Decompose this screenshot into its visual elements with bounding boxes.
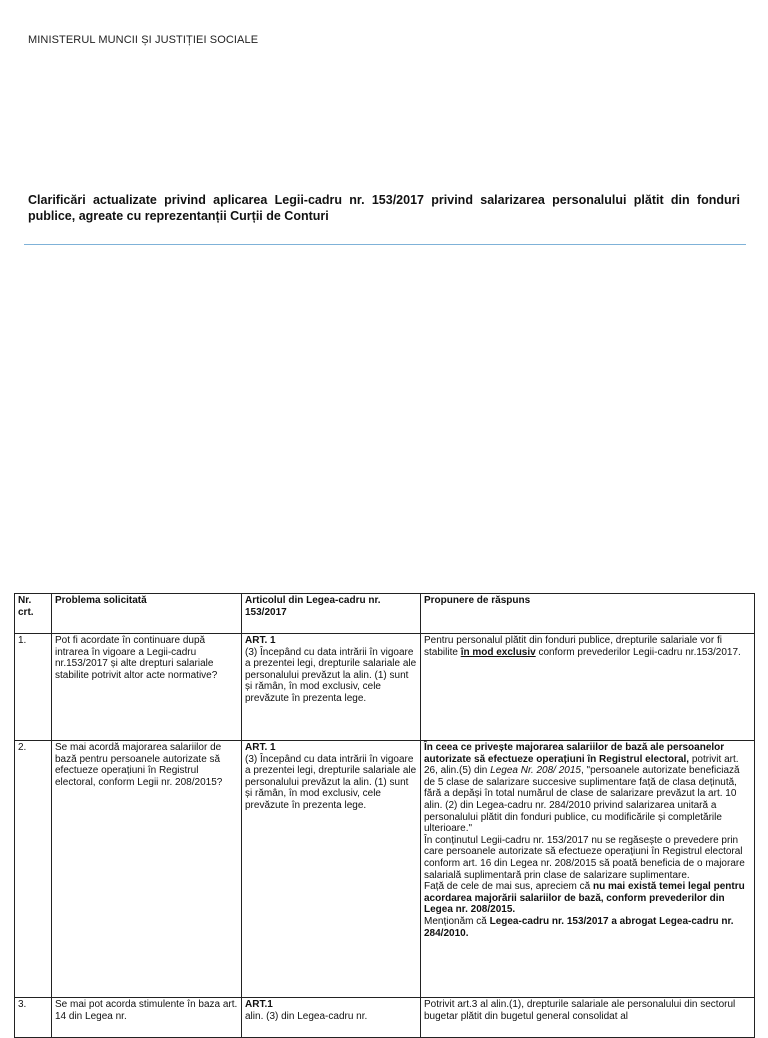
problem-text: Se mai pot acorda stimulente în baza art. 14 din Legea nr. <box>52 998 242 1038</box>
article-cell <box>242 741 421 998</box>
article-title: ART. 1 <box>245 635 276 646</box>
table-row <box>15 741 755 998</box>
problem-text: Pot fi acordate în continuare după intrarea în vigoare a Legii-cadru nr.153/2017 și alte drepturi salariale stabilite potrivit altor acte normative? <box>52 634 242 741</box>
article-text: alin. (3) din Legea-cadru nr. <box>245 1010 368 1022</box>
answer-emphasis: în mod exclusiv <box>460 646 536 658</box>
table-header-row <box>15 594 755 634</box>
clarifications-table <box>14 593 755 1038</box>
answer-cell <box>421 634 755 741</box>
answer-text: Pentru personalul plătit din fonduri publice, drepturile salariale vor fi stabilite <box>424 635 722 658</box>
answer-text: potrivit art. 26, alin.(5) din <box>424 753 739 777</box>
document-title: Clarificări actualizate privind aplicarea Legii-cadru nr. 153/2017 privind salarizarea personalului plătit din fonduri publice, agreate cu reprezentanții Curții de Conturi <box>28 193 740 223</box>
problem-text: Se mai acordă majorarea salariilor de bază pentru persoanele autorizate să efectueze operațiuni în Registrul electoral, conform Legii nr. 208/2015? <box>52 741 242 998</box>
header-nr: Nr. crt. <box>15 594 52 634</box>
answer-bold-intro: În ceea ce privește majorarea salariilor de bază ale persoanelor autorizate să efectueze operațiuni în Registrul electoral, <box>424 742 725 765</box>
answer-paragraph-2: În conținutul Legii-cadru nr. 153/2017 nu se regăsește o prevedere prin care persoanele autorizate să efectueze operațiuni în Registrul electoral conform art. 16 din Legea nr. 208/2015 să poată beneficia de o majorare salarială suplimentară prin clase de salarizare suplimentare. <box>424 834 745 881</box>
article-text: (3) Începând cu data intrării în vigoare a prezentei legi, drepturile salariale ale personalului prevăzut la alin. (1) sunt și rămân, în mod exclusiv, cele prevăzute în prezenta lege. <box>245 753 417 811</box>
answer-text: Față de cele de mai sus, apreciem că <box>424 881 593 893</box>
answer-paragraph-1 <box>424 742 751 835</box>
row-number: 2. <box>15 741 52 998</box>
ministry-name: MINISTERUL MUNCII ȘI JUSTIȚIEI SOCIALE <box>28 34 259 46</box>
answer-law-reference: Legea Nr. 208/ 2015 <box>490 765 581 777</box>
header-propunere: Propunere de răspuns <box>421 594 755 634</box>
article-title: ART.1 <box>245 999 273 1010</box>
answer-text-end: conform prevederilor Legii-cadru nr.153/2017. <box>535 646 741 658</box>
answer-conclusion: nu mai există temei legal pentru acordarea majorării salariilor de bază, conform prevederilor din Legea nr. 208/2015. <box>424 881 745 916</box>
header-problema: Problema solicitată <box>52 594 242 634</box>
answer-note: Legea-cadru nr. 153/2017 a abrogat Legea-cadru nr. 284/2010. <box>424 915 734 939</box>
table-row <box>15 998 755 1038</box>
row-number: 3. <box>15 998 52 1038</box>
header-articol: Articolul din Legea-cadru nr. 153/2017 <box>242 594 421 634</box>
title-divider <box>24 244 746 245</box>
article-title: ART. 1 <box>245 742 276 753</box>
answer-quote: , "persoanele autorizate beneficiază de 5 clase de salarizare succesive suplimentare față de clasa deținută, fără a depăși în total numărul de clase de salarizare prevăzut la art. 10 alin. (2) din Legea-cadru nr. 284/2010 privind salarizarea unitară a personalului plătit din fonduri publice, cu modificările și completările ulterioare." <box>424 765 740 835</box>
article-text: (3) Începând cu data intrării în vigoare a prezentei legi, drepturile salariale ale personalului prevăzut la alin. (1) sunt și rămân, în mod exclusiv, cele prevăzute în prezenta lege. <box>245 646 417 704</box>
answer-text: Potrivit art.3 al alin.(1), drepturile salariale ale personalului din sectorul bugetar plătit din bugetul general consolidat al <box>421 998 755 1038</box>
answer-paragraph-4 <box>424 916 751 939</box>
article-cell <box>242 998 421 1038</box>
table-row <box>15 634 755 741</box>
answer-paragraph-3 <box>424 881 751 916</box>
row-number: 1. <box>15 634 52 741</box>
answer-cell <box>421 741 755 998</box>
answer-text: Menționăm că <box>424 915 490 927</box>
article-cell <box>242 634 421 741</box>
